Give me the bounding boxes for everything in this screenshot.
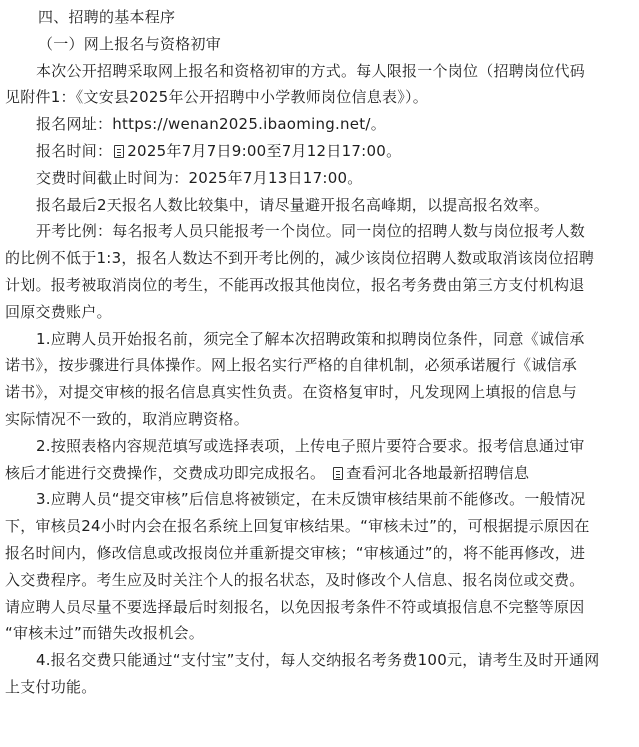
paragraph-line: 开考比例：每名报考人员只能报考一个岗位。同一岗位的招聘人数与岗位报考人数 (36, 222, 586, 241)
paragraph-line: 1.应聘人员开始报名前，须完全了解本次招聘政策和拟聘岗位条件，同意《诚信承 (36, 329, 585, 348)
section-heading: 四、招聘的基本程序 (38, 8, 176, 26)
paragraph-line (0, 460, 639, 487)
paragraph-line: 上支付功能。 (5, 677, 97, 696)
document-icon (114, 145, 124, 158)
paragraph-line: 3.应聘人员“提交审核”后信息将被锁定，在未反馈审核结果前不能修改。一般情况 (36, 490, 586, 509)
paragraph-line: 见附件1：《文安县2025年公开招聘中小学教师岗位信息表》）。 (5, 88, 428, 107)
registration-time-label: 报名时间： (36, 141, 113, 160)
paragraph-line: 诺书》，对提交审核的报名信息真实性负责。在资格复审时，凡发现网上填报的信息与 (5, 383, 578, 402)
recruitment-info-link[interactable]: 查看河北各地最新招聘信息 (346, 463, 530, 482)
paragraph-line: 请应聘人员尽量不要选择最后时刻报名，以免因报考条件不符或填报信息不完整等原因 (5, 597, 585, 616)
paragraph-line: “审核未过”而错失改报机会。 (5, 624, 205, 643)
paragraph-line: 报名时间内，修改信息或改报岗位并重新提交审核；“审核通过”的，将不能再修改，进 (5, 543, 586, 562)
paragraph-line: 实际情况不一致的，取消应聘资格。 (5, 409, 250, 428)
paragraph-line: 4.报名交费只能通过“支付宝”支付，每人交纳报名考务费100元，请考生及时开通网 (36, 651, 600, 670)
paragraph-line: 下，审核员24小时内会在报名系统上回复审核结果。“审核未过”的，可根据提示原因在 (5, 517, 590, 536)
paragraph-line: 诺书》，按步骤进行具体操作。网上报名实行严格的自律机制，必须承诺履行《诚信承 (5, 356, 578, 375)
registration-time-value: 2025年7月7日9:00至7月12日17:00。 (127, 141, 402, 160)
registration-time (0, 138, 639, 165)
sub-heading: （一）网上报名与资格初审 (38, 34, 222, 53)
document-icon (333, 467, 343, 480)
fee-deadline: 交费时间截止时间为：2025年7月13日17:00。 (36, 168, 363, 187)
paragraph-line: 回原交费账户。 (5, 302, 112, 321)
peak-notice: 报名最后2天报名人数比较集中，请尽量避开报名高峰期，以提高报名效率。 (36, 195, 550, 214)
paragraph-line: 入交费程序。考生应及时关注个人的报名状态，及时修改个人信息、报名岗位或交费。 (5, 570, 585, 589)
paragraph-line: 的比例不低于1:3，报名人数达不到开考比例的，减少该岗位招聘人数或取消该岗位招聘 (5, 249, 595, 268)
paragraph-line: 本次公开招聘采取网上报名和资格初审的方式。每人限报一个岗位（招聘岗位代码 (36, 61, 586, 80)
paragraph-text: 核后才能进行交费操作，交费成功即完成报名。 (5, 463, 326, 482)
paragraph-line: 计划。报考被取消岗位的考生，不能再改报其他岗位，报名考务费由第三方支付机构退 (5, 275, 585, 294)
registration-site: 报名网址：https://wenan2025.ibaoming.net/。 (36, 115, 386, 134)
paragraph-line: 2.按照表格内容规范填写或选择表项，上传电子照片要符合要求。报考信息通过审 (36, 436, 585, 455)
